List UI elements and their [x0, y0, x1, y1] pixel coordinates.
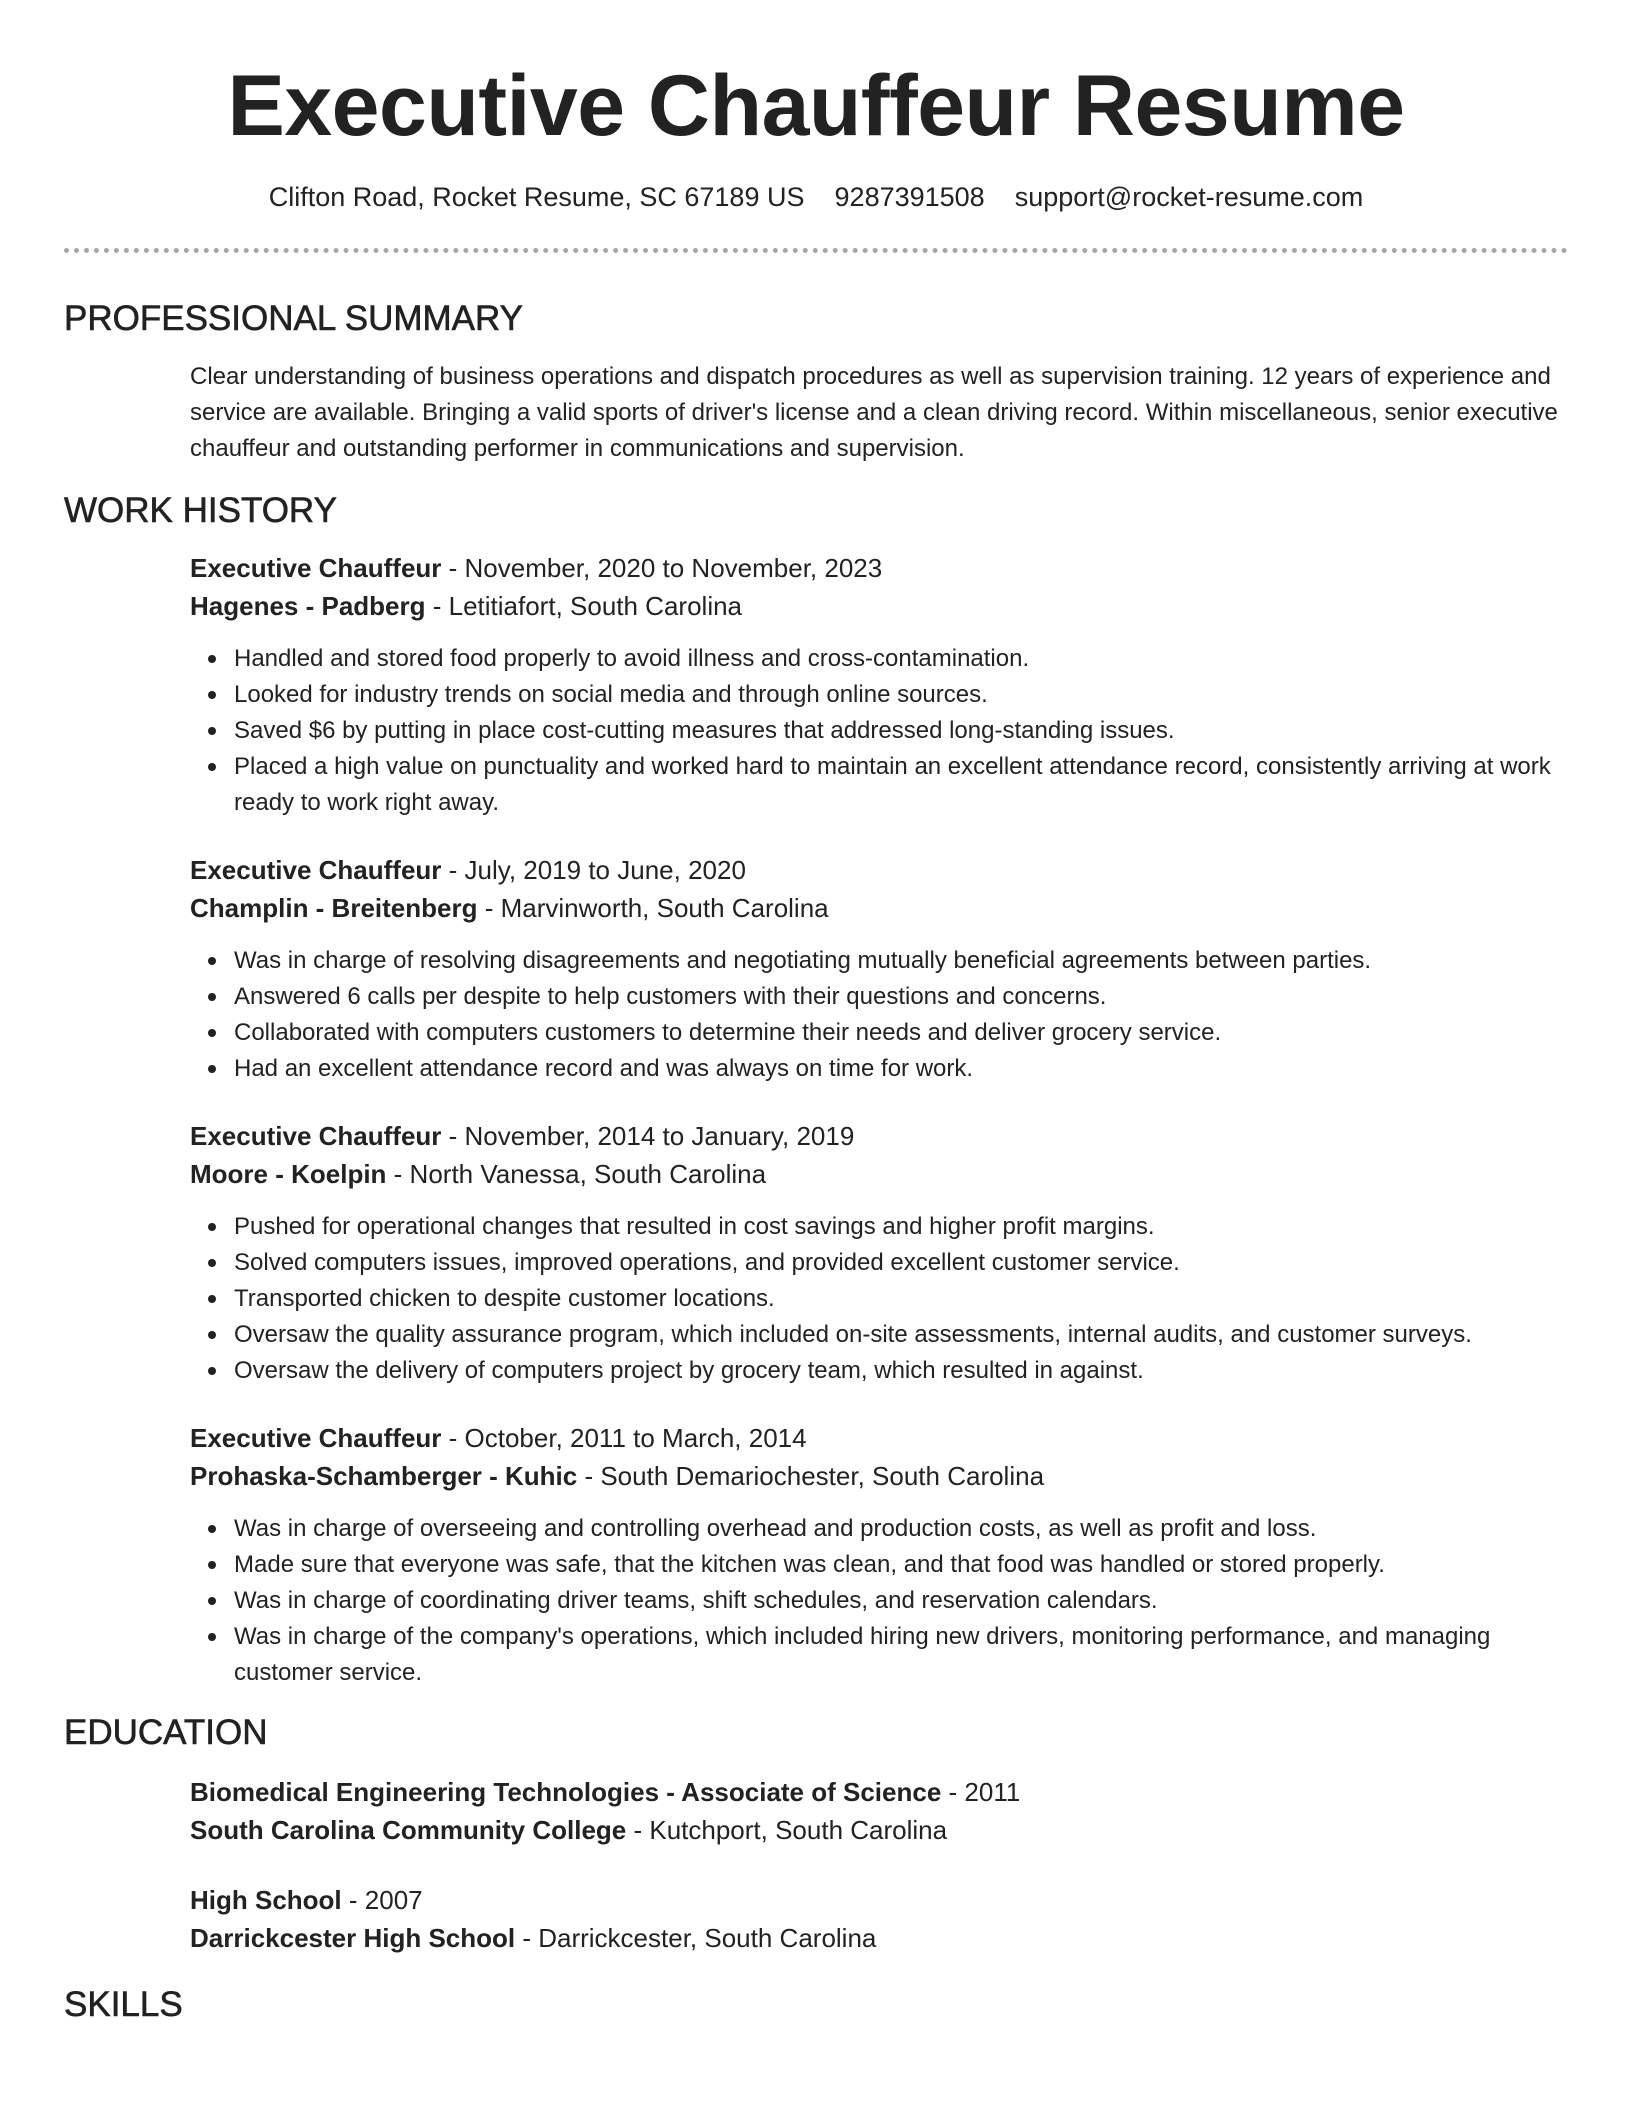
header-divider: [64, 248, 1568, 253]
education-location: - Kutchport, South Carolina: [626, 1815, 948, 1845]
job-bullet: Pushed for operational changes that resulted in cost savings and higher profit margins.: [234, 1209, 1568, 1245]
job-location: - North Vanessa, South Carolina: [386, 1159, 767, 1189]
job-company-line: [190, 889, 1568, 927]
education-school: South Carolina Community College: [190, 1815, 627, 1845]
education-school-line: [190, 1811, 1568, 1849]
job-title: Executive Chauffeur: [190, 855, 442, 885]
job-bullet: Had an excellent attendance record and was always on time for work.: [234, 1051, 1568, 1087]
contact-email: support@rocket-resume.com: [1014, 182, 1364, 212]
job-bullet: Was in charge of the company's operations, which included hiring new drivers, monitoring performance, and managing customer service.: [234, 1619, 1568, 1691]
job-entry: [190, 549, 1568, 821]
job-entry: [190, 851, 1568, 1087]
job-dates: - July, 2019 to June, 2020: [441, 855, 746, 885]
job-bullet: Looked for industry trends on social media and through online sources.: [234, 677, 1568, 713]
job-company: Moore - Koelpin: [190, 1159, 387, 1189]
work-history-heading: WORK HISTORY: [64, 491, 337, 530]
job-bullet: Answered 6 calls per despite to help customers with their questions and concerns.: [234, 979, 1568, 1015]
job-dates: - October, 2011 to March, 2014: [441, 1423, 807, 1453]
job-bullets: [190, 1511, 1568, 1691]
education-degree: High School: [190, 1885, 342, 1915]
job-company: Prohaska-Schamberger - Kuhic: [190, 1461, 578, 1491]
job-location: - Marvinworth, South Carolina: [477, 893, 829, 923]
education-degree-line: [190, 1881, 1568, 1919]
job-title-line: [190, 1117, 1568, 1155]
skills-heading: SKILLS: [64, 1985, 183, 2024]
job-title-line: [190, 851, 1568, 889]
job-company-line: [190, 1457, 1568, 1495]
job-title-line: [190, 549, 1568, 587]
summary-heading: PROFESSIONAL SUMMARY: [64, 299, 523, 338]
job-location: - Letitiafort, South Carolina: [425, 591, 743, 621]
education-entry: [190, 1773, 1568, 1849]
job-bullet: Handled and stored food properly to avoid illness and cross-contamination.: [234, 641, 1568, 677]
education-school-line: [190, 1919, 1568, 1957]
job-dates: - November, 2020 to November, 2023: [441, 553, 883, 583]
education-entry: [190, 1881, 1568, 1957]
education-heading: EDUCATION: [64, 1713, 268, 1752]
education-school: Darrickcester High School: [190, 1923, 516, 1953]
job-company: Champlin - Breitenberg: [190, 893, 478, 923]
job-bullets: [190, 1209, 1568, 1389]
job-bullet: Transported chicken to despite customer locations.: [234, 1281, 1568, 1317]
education-degree-line: [190, 1773, 1568, 1811]
education-year: - 2007: [341, 1885, 423, 1915]
resume-title: Executive Chauffeur Resume: [227, 58, 1405, 154]
job-title: Executive Chauffeur: [190, 553, 442, 583]
education-year: - 2011: [941, 1777, 1021, 1807]
job-bullets: [190, 943, 1568, 1087]
job-bullet: Solved computers issues, improved operations, and provided excellent customer service.: [234, 1245, 1568, 1281]
job-location: - South Demariochester, South Carolina: [577, 1461, 1045, 1491]
job-company-line: [190, 1155, 1568, 1193]
job-bullet: Saved $6 by putting in place cost-cutting measures that addressed long-standing issues.: [234, 713, 1568, 749]
job-dates: - November, 2014 to January, 2019: [441, 1121, 855, 1151]
job-bullet: Collaborated with computers customers to determine their needs and deliver grocery service.: [234, 1015, 1568, 1051]
contact-line: [64, 180, 1568, 214]
job-entry: [190, 1117, 1568, 1389]
job-bullet: Was in charge of resolving disagreements and negotiating mutually beneficial agreements between parties.: [234, 943, 1568, 979]
job-title: Executive Chauffeur: [190, 1121, 442, 1151]
job-bullet: Was in charge of overseeing and controlling overhead and production costs, as well as profit and loss.: [234, 1511, 1568, 1547]
job-bullet: Made sure that everyone was safe, that the kitchen was clean, and that food was handled or stored properly.: [234, 1547, 1568, 1583]
job-entry: [190, 1419, 1568, 1691]
job-bullet: Was in charge of coordinating driver teams, shift schedules, and reservation calendars.: [234, 1583, 1568, 1619]
job-bullet: Oversaw the delivery of computers project by grocery team, which resulted in against.: [234, 1353, 1568, 1389]
education-location: - Darrickcester, South Carolina: [515, 1923, 877, 1953]
job-bullet: Oversaw the quality assurance program, which included on-site assessments, internal audits, and customer surveys.: [234, 1317, 1568, 1353]
education-degree: Biomedical Engineering Technologies - Associate of Science: [190, 1777, 942, 1807]
contact-phone: 9287391508: [834, 182, 985, 212]
summary-text: Clear understanding of business operations and dispatch procedures as well as supervision training. 12 years of experience and service are available. Bringing a valid sports of driver's license and a clean driving record. Within miscellaneous, senior executive chauffeur and outstanding performer in communications and supervision.: [190, 363, 1558, 462]
job-company-line: [190, 587, 1568, 625]
job-title-line: [190, 1419, 1568, 1457]
contact-address: Clifton Road, Rocket Resume, SC 67189 US: [268, 182, 805, 212]
job-company: Hagenes - Padberg: [190, 591, 426, 621]
job-bullet: Placed a high value on punctuality and worked hard to maintain an excellent attendance record, consistently arriving at work ready to work right away.: [234, 749, 1568, 821]
job-bullets: [190, 641, 1568, 821]
job-title: Executive Chauffeur: [190, 1423, 442, 1453]
